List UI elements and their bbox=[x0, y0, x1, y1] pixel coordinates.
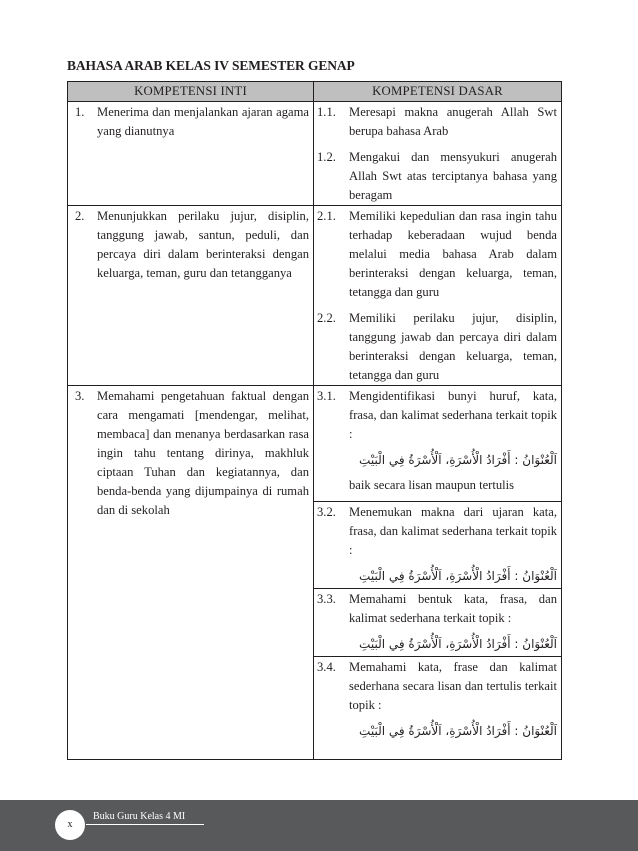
kd-number: 2.2. bbox=[317, 311, 336, 325]
page-title: BAHASA ARAB KELAS IV SEMESTER GENAP bbox=[67, 58, 355, 73]
ki-text: Menunjukkan perilaku jujur, disiplin, tanggung jawab, santun, peduli, dan percaya diri dalam berinteraksi dengan keluarga, teman, guru dan tetangganya bbox=[97, 209, 309, 280]
kd-text: Memahami bentuk kata, frasa, dan kalimat sederhana terkait topik : bbox=[349, 592, 557, 625]
ki-cell bbox=[68, 386, 314, 760]
kd-number: 1.2. bbox=[317, 150, 336, 164]
kd-number: 1.1. bbox=[317, 105, 336, 119]
arabic-topic: اَلْعُنْوَانُ : أَفْرَادُ الْأُسْرَةِ، اَلْأُسْرَةُ فِي الْبَيْتِ bbox=[359, 724, 557, 738]
kd-number: 2.1. bbox=[317, 209, 336, 223]
kd-text: Memahami kata, frase dan kalimat sederhana secara lisan dan tertulis terkait topik : bbox=[349, 660, 557, 712]
kd-text: Mengidentifikasi bunyi huruf, kata, frasa, dan kalimat sederhana terkait topik : bbox=[349, 389, 557, 441]
kd-item bbox=[314, 308, 561, 385]
footer-book-title: Buku Guru Kelas 4 MI bbox=[93, 811, 186, 822]
table-row bbox=[68, 206, 562, 386]
ki-text: Memahami pengetahuan faktual dengan cara mengamati [mendengar, melihat, membaca] dan menanya berdasarkan rasa ingin tahu tentang dirinya, makhluk ciptaan Tuhan dan kegiatannya, dan benda-benda yang dijumpainya di rumah dan di sekolah bbox=[97, 389, 309, 517]
kd-text-continued: baik secara lisan maupun tertulis bbox=[349, 478, 515, 492]
kd-item bbox=[314, 386, 561, 495]
competency-table bbox=[67, 81, 562, 760]
kd-number: 3.3. bbox=[317, 592, 336, 606]
table-header-row bbox=[68, 82, 562, 102]
table-row bbox=[68, 386, 562, 760]
footer-bar bbox=[0, 800, 638, 851]
ki-number: 1. bbox=[75, 105, 85, 119]
kd-number: 3.2. bbox=[317, 505, 336, 519]
kd-text: Meresapi makna anugerah Allah Swt berupa bahasa Arab bbox=[349, 105, 557, 138]
ki-item bbox=[68, 102, 313, 145]
kd-number: 3.1. bbox=[317, 389, 336, 403]
kd-item bbox=[314, 147, 561, 205]
arabic-topic: اَلْعُنْوَانُ : أَفْرَادُ الْأُسْرَةِ، اَلْأُسْرَةُ فِي الْبَيْتِ bbox=[359, 453, 557, 467]
kd-text: Memiliki perilaku jujur, disiplin, tanggung jawab dan percaya diri dalam berinteraksi dengan keluarga, teman, tetangga dan guru bbox=[349, 311, 557, 382]
ki-item bbox=[68, 386, 313, 524]
ki-text: Menerima dan menjalankan ajaran agama yang dianutnya bbox=[97, 105, 309, 138]
header-kompetensi-inti: KOMPETENSI INTI bbox=[68, 82, 314, 102]
page-number: x bbox=[55, 810, 85, 840]
ki-number: 2. bbox=[75, 209, 85, 223]
arabic-topic: اَلْعُنْوَانُ : أَفْرَادُ الْأُسْرَةِ، اَلْأُسْرَةُ فِي الْبَيْتِ bbox=[359, 569, 557, 583]
kd-item bbox=[314, 206, 561, 302]
footer-divider bbox=[86, 824, 204, 825]
kd-item bbox=[314, 588, 561, 656]
kd-text: Mengakui dan mensyukuri anugerah Allah Swt atas terciptanya bahasa yang beragam bbox=[349, 150, 557, 202]
kd-cell bbox=[314, 386, 562, 760]
kd-item bbox=[314, 501, 561, 588]
table-row bbox=[68, 102, 562, 206]
kd-cell bbox=[314, 102, 562, 206]
kd-text: Menemukan makna dari ujaran kata, frasa, dan kalimat sederhana terkait topik : bbox=[349, 505, 557, 557]
kd-item bbox=[314, 102, 561, 141]
header-kompetensi-dasar: KOMPETENSI DASAR bbox=[314, 82, 562, 102]
ki-cell bbox=[68, 206, 314, 386]
kd-text: Memiliki kepedulian dan rasa ingin tahu terhadap keberadaan wujud benda melalui media bahasa Arab dalam berinteraksi dengan keluarga, teman, tetangga dan guru bbox=[349, 209, 557, 299]
ki-number: 3. bbox=[75, 389, 85, 403]
kd-item bbox=[314, 656, 561, 759]
ki-item bbox=[68, 206, 313, 287]
kd-number: 3.4. bbox=[317, 660, 336, 674]
kd-cell bbox=[314, 206, 562, 386]
arabic-topic: اَلْعُنْوَانُ : أَفْرَادُ الْأُسْرَةِ، اَلْأُسْرَةُ فِي الْبَيْتِ bbox=[359, 637, 557, 651]
ki-cell bbox=[68, 102, 314, 206]
